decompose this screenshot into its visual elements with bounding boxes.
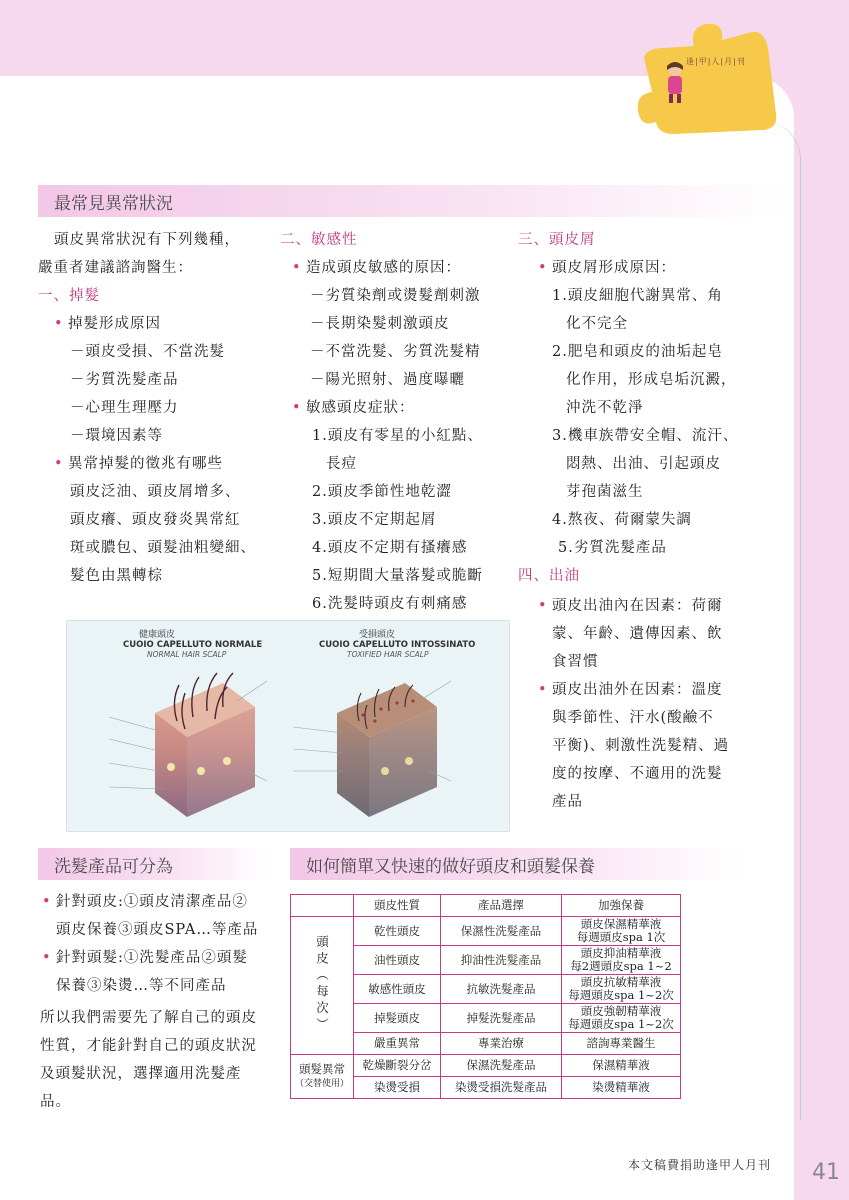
dandruff-cause: 沖洗不乾淨	[566, 400, 644, 416]
puzzle-piece-icon	[634, 18, 784, 136]
table-cell: 掉髮洗髮產品	[441, 1004, 562, 1033]
product-line: 保養③染燙…等不同產品	[56, 978, 227, 994]
product-paragraph-line: 性質，才能針對自己的頭皮狀況	[40, 1038, 257, 1054]
page-number: 41	[812, 1160, 840, 1185]
page-edge	[760, 120, 801, 1120]
table-cell: 抗敏洗髮產品	[441, 975, 562, 1004]
table-cell: 頭皮抑油精華液 每2週頭皮spa 1~2	[562, 946, 681, 975]
cause-item: －心理生理壓力	[70, 400, 179, 416]
table-header: 加強保養	[562, 895, 681, 917]
symptom-item: 2.頭皮季節性地乾澀	[312, 484, 452, 500]
dandruff-cause: 3.機車族帶安全帽、流汗、	[552, 428, 739, 444]
care-table	[290, 894, 681, 1099]
figure-left-title-en: NORMAL HAIR SCALP	[147, 650, 227, 659]
table-cell: 保濕精華液	[562, 1055, 681, 1077]
hair-group-label: 頭髮異常	[299, 1061, 345, 1076]
table-cell: 諮詢專業醫生	[562, 1033, 681, 1055]
cause-item: －長期染髮刺激頭皮	[310, 316, 450, 332]
bullet-oil-internal: • 頭皮出油內在因素：荷爾	[552, 592, 723, 620]
oil-internal-line: 蒙、年齡、遺傳因素、飲	[552, 626, 723, 642]
scalp-group-label: 頭皮（每次）	[314, 934, 330, 1034]
dandruff-cause: 1.頭皮細胞代謝異常、角	[552, 288, 723, 304]
figure-left-title-it: CUOIO CAPELLUTO NORMALE	[123, 640, 263, 650]
cause-item: －不當洗髮、劣質洗髮精	[310, 344, 481, 360]
oil-external-line: 產品	[552, 794, 583, 810]
section-title: 最常見異常狀況	[54, 194, 173, 214]
symptom-item: 6.洗髮時頭皮有刺痛感	[312, 596, 468, 612]
heading-hair-loss: 一、掉髮	[38, 288, 100, 304]
oil-external-line: 平衡)、刺激性洗髮精、過	[552, 738, 730, 754]
dandruff-cause: 化作用，形成皂垢沉澱，	[566, 372, 737, 388]
bullet-dandruff-causes: • 頭皮屑形成原因：	[552, 254, 676, 282]
table-header: 頭皮性質	[354, 895, 441, 917]
bullet-sensitive-causes: • 造成頭皮敏感的原因：	[306, 254, 461, 282]
heading-dandruff: 三、頭皮屑	[518, 232, 596, 248]
table-row	[291, 1055, 681, 1077]
cause-item: －陽光照射、過度曝曬	[310, 372, 465, 388]
product-paragraph-line: 品。	[40, 1094, 71, 1110]
table-cell: 嚴重異常	[354, 1033, 441, 1055]
table-cell: 掉髮頭皮	[354, 1004, 441, 1033]
table-cell: 保濕性洗髮產品	[441, 917, 562, 946]
table-cell: 乾性頭皮	[354, 917, 441, 946]
cause-item: －環境因素等	[70, 428, 163, 444]
heading-oil: 四、出油	[518, 568, 580, 584]
symptom-item: 1.頭皮有零星的小紅點、	[312, 428, 483, 444]
table-cell: 乾燥斷裂分岔	[354, 1055, 441, 1077]
intro-line-2: 嚴重者建議諮詢醫生：	[38, 260, 193, 276]
sign-line: 頭皮癢、頭皮發炎異常紅	[70, 512, 241, 528]
table-header-row	[291, 895, 681, 917]
scalp-cross-section-image	[67, 621, 509, 831]
bullet-oil-external: • 頭皮出油外在因素：溫度	[552, 676, 723, 704]
table-cell: 頭皮強韌精華液 每週頭皮spa 1~2次	[562, 1004, 681, 1033]
cause-item: －劣質染劑或燙髮劑刺激	[310, 288, 481, 304]
cause-item: －劣質洗髮產品	[70, 372, 179, 388]
dandruff-cause: 芽孢菌滋生	[566, 484, 644, 500]
dandruff-cause: 化不完全	[566, 316, 628, 332]
table-cell: 專業治療	[441, 1033, 562, 1055]
scalp-group-cell	[291, 917, 354, 1055]
symptom-item: 5.短期間大量落髮或脆斷	[312, 568, 483, 584]
section-header-main	[38, 185, 784, 217]
oil-external-line: 與季節性、汗水(酸鹼不	[552, 710, 714, 726]
table-cell: 敏感性頭皮	[354, 975, 441, 1004]
magazine-tag: 逢|甲|人|月|刊	[686, 57, 746, 66]
section-title: 如何簡單又快速的做好頭皮和頭髮保養	[306, 857, 595, 877]
dandruff-cause: 2.肥皂和頭皮的油垢起皂	[552, 344, 723, 360]
symptom-item: 長痘	[326, 456, 357, 472]
table-header: 產品選擇	[441, 895, 562, 917]
sign-line: 斑或膿包、頭髮油粗變細、	[70, 540, 256, 556]
table-cell: 頭皮保濕精華液 每週頭皮spa 1次	[562, 917, 681, 946]
dandruff-cause: 5.劣質洗髮產品	[558, 540, 667, 556]
table-cell: 頭皮抗敏精華液 每週頭皮spa 1~2次	[562, 975, 681, 1004]
table-row	[291, 917, 681, 946]
table-cell: 保濕洗髮產品	[441, 1055, 562, 1077]
oil-external-line: 度的按摩、不適用的洗髮	[552, 766, 723, 782]
dandruff-cause: 悶熱、出油、引起頭皮	[566, 456, 721, 472]
table-cell: 抑油性洗髮產品	[441, 946, 562, 975]
sign-line: 髮色由黑轉棕	[70, 568, 163, 584]
symptom-item: 3.頭皮不定期起屑	[312, 512, 437, 528]
symptom-item: 4.頭皮不定期有搔癢感	[312, 540, 468, 556]
dandruff-cause: 4.熬夜、荷爾蒙失調	[552, 512, 692, 528]
heading-sensitive: 二、敏感性	[280, 232, 358, 248]
mascot-icon	[662, 60, 688, 104]
scalp-illustration	[66, 620, 510, 832]
figure-right-title-en: TOXIFIED HAIR SCALP	[347, 650, 429, 659]
figure-right-title-it: CUOIO CAPELLUTO INTOSSINATO	[319, 640, 476, 650]
section-header-care	[290, 848, 742, 880]
table-corner-cell	[291, 895, 354, 917]
section-title: 洗髮產品可分為	[54, 857, 173, 877]
section-header-products	[38, 848, 270, 880]
cause-item: －頭皮受損、不當洗髮	[70, 344, 225, 360]
table-cell: 染燙受損洗髮產品	[441, 1077, 562, 1099]
product-bullet-hair: • 針對頭髮:①洗髮產品②頭髮	[56, 944, 248, 972]
hair-group-cell	[291, 1055, 354, 1099]
product-bullet-scalp: • 針對頭皮:①頭皮清潔產品②	[56, 888, 248, 916]
sign-line: 頭皮泛油、頭皮屑增多、	[70, 484, 241, 500]
figure-left-title-cn: 健康頭皮	[139, 630, 176, 640]
hair-group-sub: （交替使用）	[295, 1078, 350, 1089]
table-cell: 染燙精華液	[562, 1077, 681, 1099]
product-paragraph-line: 所以我們需要先了解自己的頭皮	[40, 1010, 257, 1026]
bullet-sensitive-symptoms: • 敏感頭皮症狀：	[306, 394, 415, 422]
figure-right-title-cn: 受損頭皮	[359, 630, 396, 640]
table-cell: 油性頭皮	[354, 946, 441, 975]
intro-line-1: 頭皮異常狀況有下列幾種，	[54, 232, 240, 248]
product-line: 頭皮保養③頭皮SPA…等產品	[56, 922, 259, 938]
bullet-hair-loss-causes: • 掉髮形成原因	[68, 310, 161, 338]
oil-internal-line: 食習慣	[552, 654, 599, 670]
table-cell: 染燙受損	[354, 1077, 441, 1099]
bullet-hair-loss-signs: • 異常掉髮的徵兆有哪些	[68, 450, 223, 478]
footer-credit: 本文稿費捐助逢甲人月刊	[627, 1158, 771, 1172]
product-paragraph-line: 及頭髮狀況，選擇適用洗髮產	[40, 1066, 242, 1082]
